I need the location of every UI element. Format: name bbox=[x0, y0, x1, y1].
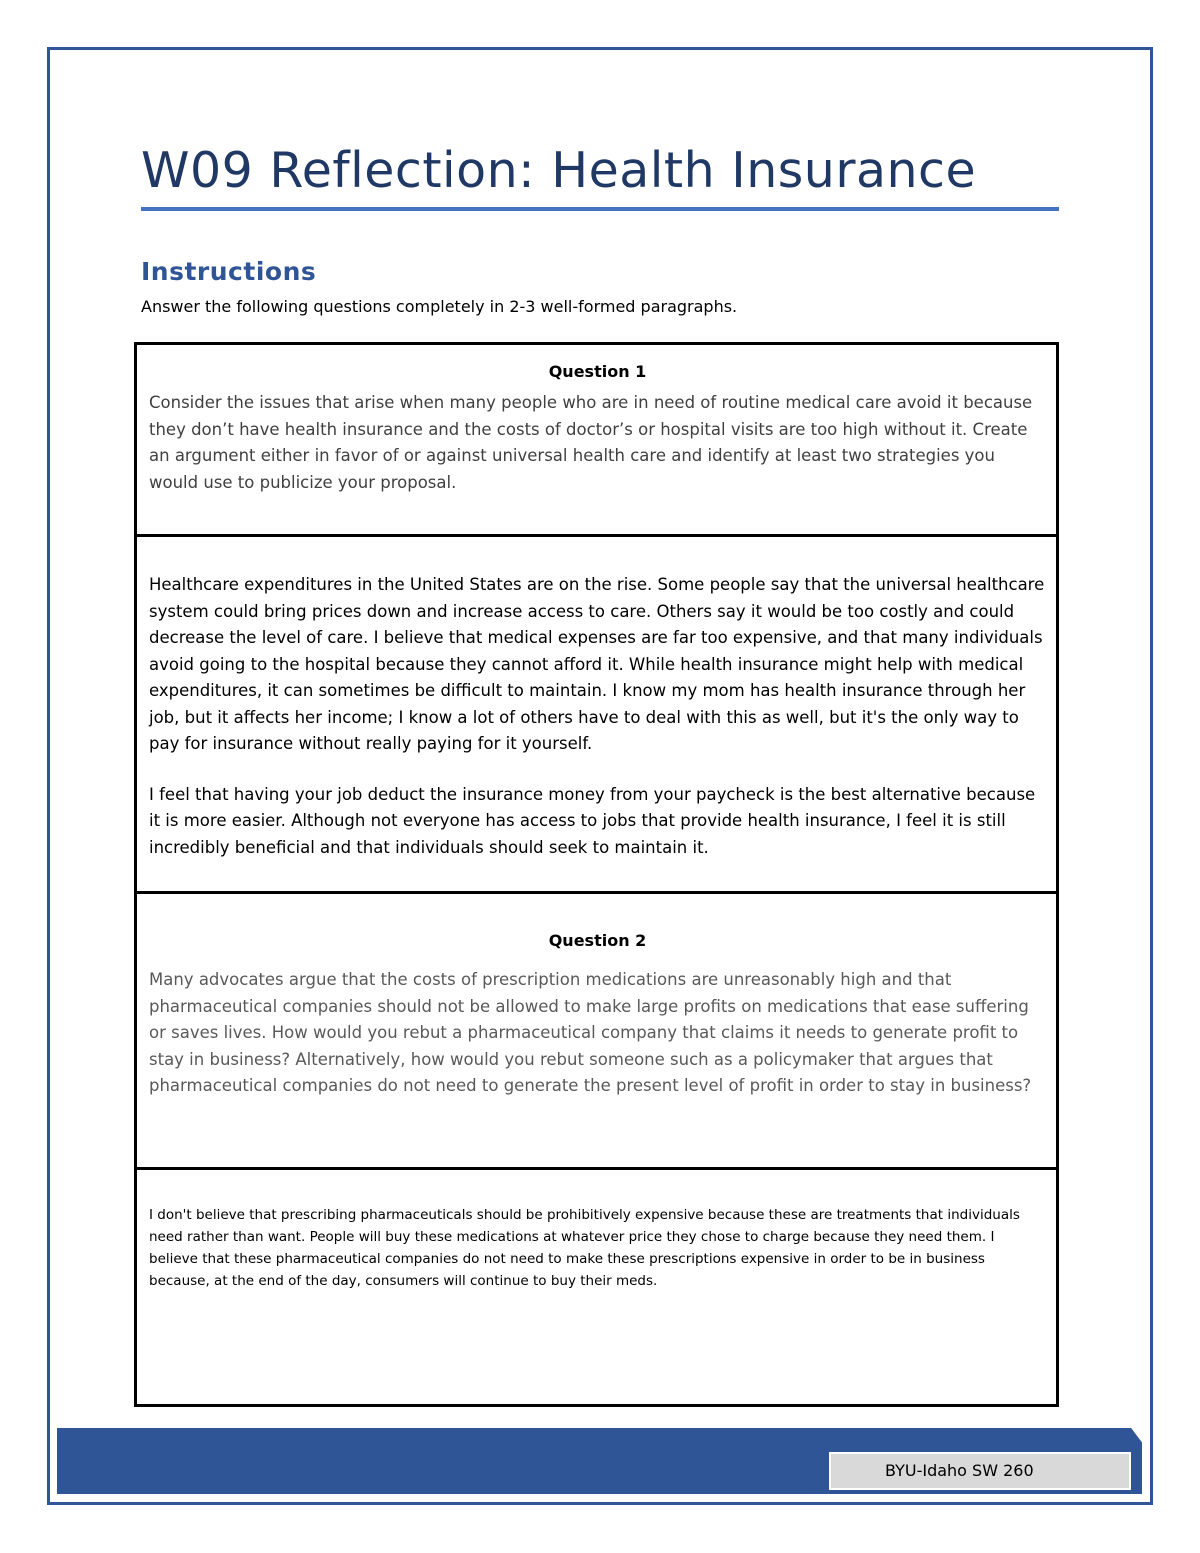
instructions-heading: Instructions bbox=[141, 257, 317, 286]
instructions-text: Answer the following questions completely in 2-3 well-formed paragraphs. bbox=[141, 297, 738, 316]
footer-course-label: BYU-Idaho SW 260 bbox=[829, 1452, 1131, 1490]
answer-1-cell bbox=[136, 536, 1058, 893]
question-answer-table bbox=[134, 342, 1059, 1407]
answer-1-paragraph-2: I feel that having your job deduct the insurance money from your paycheck is the best alternative because it is more easier. Although not everyone has access to jobs that provide health insurance, I feel it is still incredibly beneficial and that individuals should seek to maintain it. bbox=[149, 784, 1036, 857]
page-title: W09 Reflection: Health Insurance bbox=[141, 142, 977, 199]
question-1-cell bbox=[136, 344, 1058, 536]
answer-1-paragraph-1: Healthcare expenditures in the United States are on the rise. Some people say that the universal healthcare system could bring prices down and increase access to care. Others say it would be too costly and could decrease the level of care. I believe that medical expenses are far too expensive, and that many individuals avoid going to the hospital because they cannot afford it. While health insurance might help with medical expenditures, it can sometimes be difficult to maintain. I know my mom has health insurance through her job, but it affects her income; I know a lot of others have to deal with this as well, but it's the only way to pay for insurance without really paying for it yourself. bbox=[149, 575, 1045, 753]
answer-2-cell bbox=[136, 1169, 1058, 1406]
question-2-prompt: Many advocates argue that the costs of prescription medications are unreasonably high and that pharmaceutical companies should not be allowed to make large profits on medications that ease suffering or saves lives. How would you rebut a pharmaceutical company that claims it needs to generate profit to stay in business? Alternatively, how would you rebut someone such as a policymaker that argues that pharmaceutical companies do not need to generate the present level of profit in order to stay in business? bbox=[149, 970, 1032, 1095]
title-underline bbox=[141, 207, 1059, 211]
answer-2-paragraph-1: I don't believe that prescribing pharmaceuticals should be prohibitively expensive because these are treatments that individuals need rather than want. People will buy these medications at whatever price they chose to charge because they need them. I believe that these pharmaceutical companies do not need to make these prescriptions expensive in order to be in business because, at the end of the day, consumers will continue to buy their meds. bbox=[149, 1207, 1020, 1289]
question-1-label: Question 1 bbox=[548, 362, 647, 381]
question-1-prompt: Consider the issues that arise when many people who are in need of routine medical care avoid it because they don’t have health insurance and the costs of doctor’s or hospital visits are too high without it. Create an argument either in favor of or against universal health care and identify at least two strategies you would use to publicize your proposal. bbox=[149, 393, 1033, 492]
question-2-label: Question 2 bbox=[548, 931, 647, 950]
question-2-cell bbox=[136, 893, 1058, 1169]
